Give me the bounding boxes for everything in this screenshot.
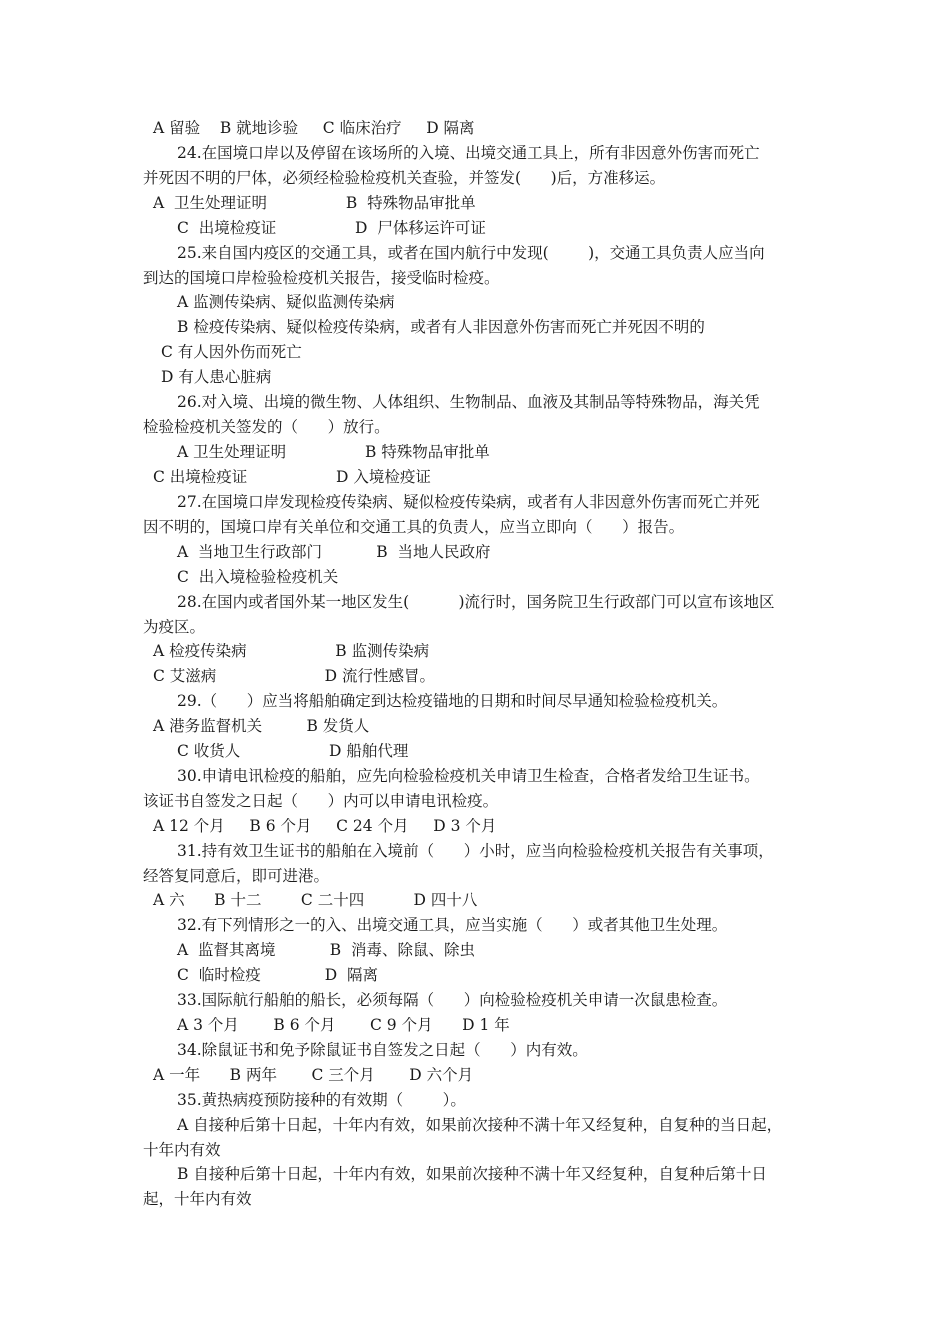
question-27-cont: 因不明的，国境口岸有关单位和交通工具的负责人，应当立即向（ ）报告。: [143, 518, 685, 536]
question-31-cont: 经答复同意后，即可进港。: [143, 867, 330, 885]
question-24-cont: 并死因不明的尸体，必须经检验检疫机关查验，并签发( )后，方准移运。: [143, 169, 666, 187]
option-b: B 检疫传染病、疑似检疫传染病，或者有人非因意外伤害而死亡并死因不明的: [177, 318, 705, 336]
question-29: 29.（ ）应当将船舶确定到达检疫锚地的日期和时间尽早通知检验检疫机关。: [177, 692, 728, 710]
option-line: A 当地卫生行政部门 B 当地人民政府: [177, 543, 491, 561]
question-33: 33.国际航行船舶的船长，必须每隔（ ）向检验检疫机关申请一次鼠患检查。: [177, 991, 728, 1009]
question-31: 31.持有效卫生证书的船舶在入境前（ ）小时，应当向检验检疫机关报告有关事项，: [177, 842, 774, 860]
option-line: C 艾滋病 D 流行性感冒。: [153, 667, 436, 685]
option-line: A 监督其离境 B 消毒、除鼠、除虫: [177, 941, 475, 959]
question-35: 35.黄热病疫预防接种的有效期（ ）。: [177, 1091, 466, 1109]
question-26: 26.对入境、出境的微生物、人体组织、生物制品、血液及其制品等特殊物品，海关凭: [177, 393, 760, 411]
option-line: A 3 个月 B 6 个月 C 9 个月 D 1 年: [177, 1016, 510, 1034]
question-28-cont: 为疫区。: [143, 618, 206, 636]
question-32: 32.有下列情形之一的入、出境交通工具，应当实施（ ）或者其他卫生处理。: [177, 916, 728, 934]
option-line: C 收货人 D 船舶代理: [177, 742, 409, 760]
option-a-cont: 十年内有效: [143, 1141, 221, 1159]
option-a: A 监测传染病、疑似监测传染病: [177, 293, 395, 311]
option-line: A 六 B 十二 C 二十四 D 四十八: [153, 891, 478, 909]
question-34: 34.除鼠证书和免予除鼠证书自签发之日起（ ）内有效。: [177, 1041, 588, 1059]
question-27: 27.在国境口岸发现检疫传染病、疑似检疫传染病，或者有人非因意外伤害而死亡并死: [177, 493, 760, 511]
option-line: C 出境检疫证 D 入境检疫证: [153, 468, 431, 486]
option-b-cont: 起，十年内有效: [143, 1190, 252, 1208]
option-line: C 出入境检验检疫机关: [177, 568, 339, 586]
option-line: C 临时检疫 D 隔离: [177, 966, 379, 984]
question-30-cont: 该证书自签发之日起（ ）内可以申请电讯检疫。: [143, 792, 499, 810]
question-26-cont: 检验检疫机关签发的（ ）放行。: [143, 418, 390, 436]
option-b: B 自接种后第十日起，十年内有效，如果前次接种不满十年又经复种，自复种后第十日: [177, 1165, 767, 1183]
question-25-cont: 到达的国境口岸检验检疫机关报告，接受临时检疫。: [143, 269, 500, 287]
question-24: 24.在国境口岸以及停留在该场所的入境、出境交通工具上，所有非因意外伤害而死亡: [177, 144, 760, 162]
option-line: A 留验 B 就地诊验 C 临床治疗 D 隔离: [153, 119, 475, 137]
question-30: 30.申请电讯检疫的船舶，应先向检验检疫机关申请卫生检查，合格者发给卫生证书。: [177, 767, 760, 785]
option-line: A 检疫传染病 B 监测传染病: [153, 642, 430, 660]
option-line: A 一年 B 两年 C 三个月 D 六个月: [153, 1066, 474, 1084]
option-d: D 有人患心脏病: [161, 368, 272, 386]
question-28: 28.在国内或者国外某一地区发生( )流行时，国务院卫生行政部门可以宣布该地区: [177, 593, 775, 611]
option-line: A 卫生处理证明 B 特殊物品审批单: [153, 194, 476, 212]
option-line: A 卫生处理证明 B 特殊物品审批单: [177, 443, 490, 461]
option-line: A 12 个月 B 6 个月 C 24 个月 D 3 个月: [153, 817, 497, 835]
option-a: A 自接种后第十日起，十年内有效，如果前次接种不满十年又经复种，自复种的当日起，: [177, 1116, 783, 1134]
option-line: A 港务监督机关 B 发货人: [153, 717, 370, 735]
option-line: C 出境检疫证 D 尸体移运许可证: [177, 219, 486, 237]
question-25: 25.来自国内疫区的交通工具，或者在国内航行中发现( )，交通工具负责人应当向: [177, 244, 765, 262]
option-c: C 有人因外伤而死亡: [161, 343, 302, 361]
